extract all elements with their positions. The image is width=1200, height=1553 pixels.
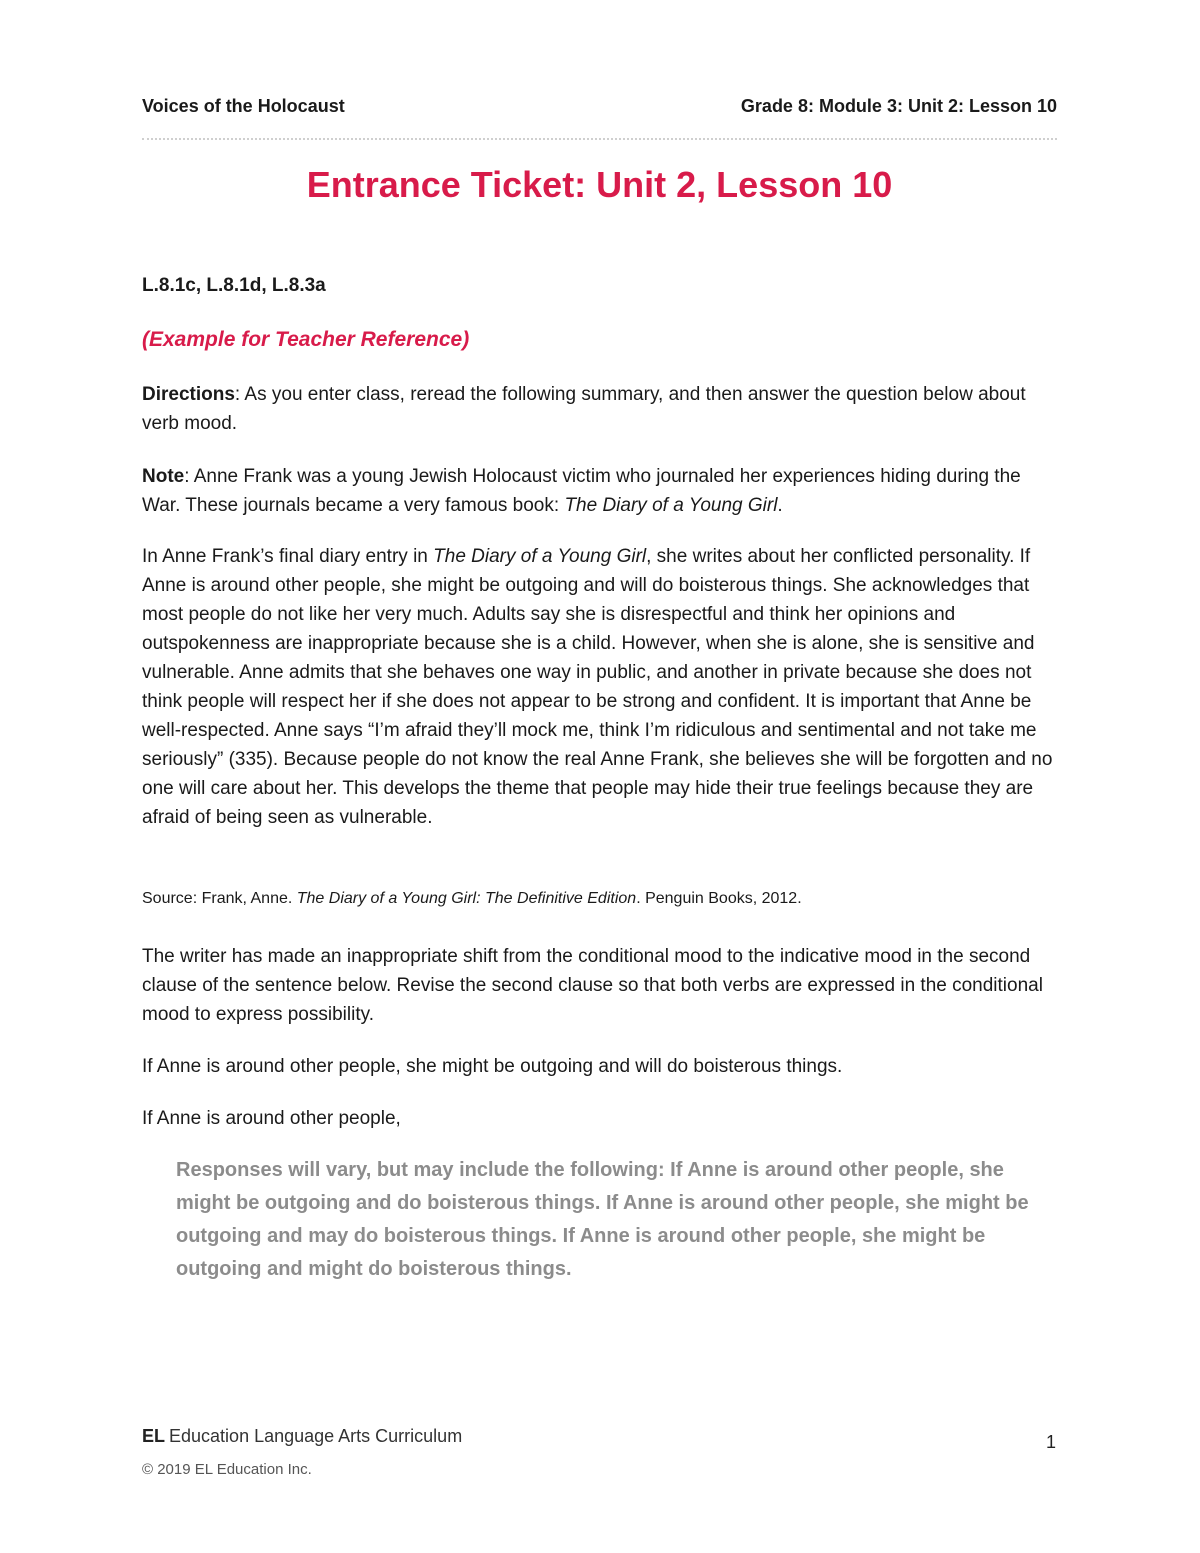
footer-brand-text: Education Language Arts Curriculum [169,1426,463,1446]
footer-brand [142,1426,462,1447]
example-sentence: If Anne is around other people, she might be outgoing and will do boisterous things. [142,1056,843,1077]
page-number: 1 [1046,1432,1057,1452]
note-book-title: The Diary of a Young Girl [564,495,778,516]
el-logo-icon: EL [142,1426,166,1446]
lesson-breadcrumb: Grade 8: Module 3: Unit 2: Lesson 10 [740,96,1057,116]
source-prefix: Source: Frank, Anne. [142,890,297,907]
note-paragraph [142,462,1062,520]
page-title: Entrance Ticket: Unit 2, Lesson 10 [306,164,893,205]
note-label: Note [142,466,185,487]
summary-text: , she writes about her conflicted personality. If Anne is around other people, she might be outgoing and will do boisterous things. She acknowledges that most people do not like her very much. Adults say she is disrespectful and think her opinions and outspokenness are inappropriate because she is a child. However, when she is alone, she is sensitive and vulnerable. Anne admits that she behaves one way in public, and another in private because she does not think people will respect her if she does not appear to be strong and confident. It is important that Anne be well-respected. Anne says “I’m afraid they’ll mock me, think I’m ridiculous and sentimental and not take me seriously” (335). Because people do not know the real Anne Frank, she believes she will be forgotten and no one will care about her. This develops the theme that people may hide their true feelings because they are afraid of being seen as vulnerable. [142,546,1053,828]
module-title: Voices of the Holocaust [142,96,345,116]
question-paragraph: The writer has made an inappropriate shift from the conditional mood to the indicative mood in the second clause of the sentence below. Revise the second clause so that both verbs are expressed in the conditional mood to express possibility. [142,946,1043,1025]
directions-label: Directions [142,384,235,405]
page-header [142,96,1057,117]
footer-copyright: © 2019 EL Education Inc. [142,1461,312,1478]
summary-paragraph [142,542,1062,832]
answer-prompt: If Anne is around other people, [142,1108,401,1129]
note-text: : Anne Frank was a young Jewish Holocaust victim who journaled her experiences hiding during the War. These journals became a very famous book: [142,466,1021,516]
source-citation [142,884,1062,913]
sample-answer: Responses will vary, but may include the following: If Anne is around other people, she might be outgoing and do boisterous things. If Anne is around other people, she might be outgoing and may do boisterous things. If Anne is around other people, she might be outgoing and might do boisterous things. [176,1159,1029,1280]
source-title: The Diary of a Young Girl: The Definitive Edition [296,890,637,907]
note-end: . [777,495,783,516]
source-suffix: . Penguin Books, 2012. [636,890,802,907]
standards-line: L.8.1c, L.8.1d, L.8.3a [142,275,326,296]
directions-paragraph [142,380,1062,438]
directions-text: : As you enter class, reread the following summary, and then answer the question below about verb mood. [142,384,1026,434]
summary-book-title: The Diary of a Young Girl [433,546,647,567]
teacher-reference-label: (Example for Teacher Reference) [142,328,470,351]
summary-intro: In Anne Frank’s final diary entry in [142,546,434,567]
header-divider [142,138,1057,140]
